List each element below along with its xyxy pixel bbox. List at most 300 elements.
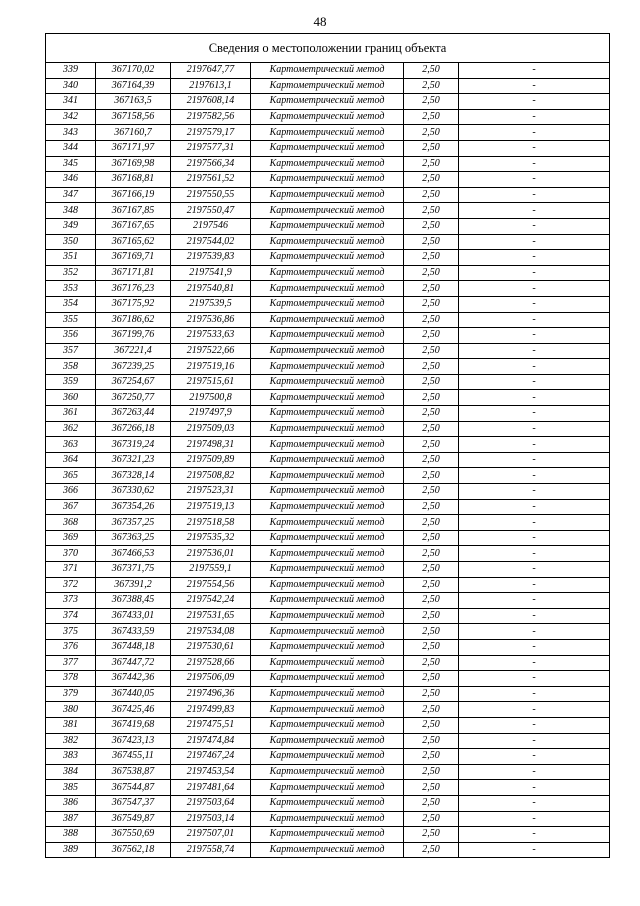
accuracy-cell: 2,50 [404,312,459,328]
accuracy-cell: 2,50 [404,639,459,655]
x-coordinate-cell: 367266,18 [96,421,171,437]
y-coordinate-cell: 2197474,84 [171,733,251,749]
table-row [46,562,610,578]
x-coordinate-cell: 367442,36 [96,671,171,687]
table-row [46,343,610,359]
point-number-cell: 360 [46,390,96,406]
description-cell: - [459,63,610,79]
accuracy-cell: 2,50 [404,296,459,312]
point-number-cell: 383 [46,749,96,765]
table-row [46,203,610,219]
table-row [46,546,610,562]
x-coordinate-cell: 367167,85 [96,203,171,219]
accuracy-cell: 2,50 [404,140,459,156]
table-row [46,312,610,328]
point-number-cell: 365 [46,468,96,484]
description-cell: - [459,374,610,390]
method-cell: Картометрический метод [251,593,404,609]
x-coordinate-cell: 367433,59 [96,624,171,640]
accuracy-cell: 2,50 [404,530,459,546]
method-cell: Картометрический метод [251,125,404,141]
y-coordinate-cell: 2197497,9 [171,406,251,422]
y-coordinate-cell: 2197475,51 [171,717,251,733]
description-cell: - [459,780,610,796]
y-coordinate-cell: 2197523,31 [171,484,251,500]
accuracy-cell: 2,50 [404,234,459,250]
table-row [46,187,610,203]
method-cell: Картометрический метод [251,296,404,312]
point-number-cell: 370 [46,546,96,562]
accuracy-cell: 2,50 [404,686,459,702]
point-number-cell: 348 [46,203,96,219]
description-cell: - [459,499,610,515]
method-cell: Картометрический метод [251,468,404,484]
table-row [46,593,610,609]
x-coordinate-cell: 367357,25 [96,515,171,531]
description-cell: - [459,749,610,765]
x-coordinate-cell: 367328,14 [96,468,171,484]
table-row [46,671,610,687]
x-coordinate-cell: 367423,13 [96,733,171,749]
accuracy-cell: 2,50 [404,187,459,203]
accuracy-cell: 2,50 [404,811,459,827]
description-cell: - [459,390,610,406]
y-coordinate-cell: 2197453,54 [171,764,251,780]
description-cell: - [459,624,610,640]
table-row [46,328,610,344]
point-number-cell: 389 [46,842,96,858]
description-cell: - [459,234,610,250]
x-coordinate-cell: 367440,05 [96,686,171,702]
x-coordinate-cell: 367433,01 [96,608,171,624]
table-row [46,655,610,671]
x-coordinate-cell: 367319,24 [96,437,171,453]
x-coordinate-cell: 367163,5 [96,94,171,110]
method-cell: Картометрический метод [251,109,404,125]
method-cell: Картометрический метод [251,733,404,749]
description-cell: - [459,187,610,203]
point-number-cell: 346 [46,172,96,188]
description-cell: - [459,203,610,219]
x-coordinate-cell: 367171,97 [96,140,171,156]
accuracy-cell: 2,50 [404,250,459,266]
y-coordinate-cell: 2197540,81 [171,281,251,297]
y-coordinate-cell: 2197503,64 [171,795,251,811]
description-cell: - [459,671,610,687]
table-row [46,359,610,375]
method-cell: Картометрический метод [251,780,404,796]
y-coordinate-cell: 2197507,01 [171,827,251,843]
point-number-cell: 359 [46,374,96,390]
table-row [46,795,610,811]
method-cell: Картометрический метод [251,421,404,437]
method-cell: Картометрический метод [251,203,404,219]
point-number-cell: 379 [46,686,96,702]
point-number-cell: 386 [46,795,96,811]
y-coordinate-cell: 2197528,66 [171,655,251,671]
method-cell: Картометрический метод [251,764,404,780]
accuracy-cell: 2,50 [404,265,459,281]
y-coordinate-cell: 2197541,9 [171,265,251,281]
method-cell: Картометрический метод [251,250,404,266]
accuracy-cell: 2,50 [404,172,459,188]
description-cell: - [459,265,610,281]
description-cell: - [459,452,610,468]
method-cell: Картометрический метод [251,374,404,390]
table-row [46,686,610,702]
accuracy-cell: 2,50 [404,515,459,531]
point-number-cell: 388 [46,827,96,843]
accuracy-cell: 2,50 [404,281,459,297]
description-cell: - [459,437,610,453]
y-coordinate-cell: 2197539,83 [171,250,251,266]
accuracy-cell: 2,50 [404,452,459,468]
x-coordinate-cell: 367419,68 [96,717,171,733]
accuracy-cell: 2,50 [404,390,459,406]
description-cell: - [459,639,610,655]
method-cell: Картометрический метод [251,655,404,671]
y-coordinate-cell: 2197481,64 [171,780,251,796]
x-coordinate-cell: 367254,67 [96,374,171,390]
table-row [46,780,610,796]
point-number-cell: 354 [46,296,96,312]
point-number-cell: 356 [46,328,96,344]
y-coordinate-cell: 2197550,47 [171,203,251,219]
table-row [46,437,610,453]
table-row [46,125,610,141]
method-cell: Картометрический метод [251,671,404,687]
accuracy-cell: 2,50 [404,94,459,110]
method-cell: Картометрический метод [251,717,404,733]
point-number-cell: 369 [46,530,96,546]
description-cell: - [459,717,610,733]
y-coordinate-cell: 2197467,24 [171,749,251,765]
y-coordinate-cell: 2197536,01 [171,546,251,562]
y-coordinate-cell: 2197519,13 [171,499,251,515]
x-coordinate-cell: 367455,11 [96,749,171,765]
table-row [46,515,610,531]
description-cell: - [459,109,610,125]
point-number-cell: 366 [46,484,96,500]
point-number-cell: 372 [46,577,96,593]
table-title: Сведения о местоположении границ объекта [46,34,610,63]
point-number-cell: 381 [46,717,96,733]
point-number-cell: 367 [46,499,96,515]
point-number-cell: 355 [46,312,96,328]
x-coordinate-cell: 367544,87 [96,780,171,796]
x-coordinate-cell: 367160,7 [96,125,171,141]
method-cell: Картометрический метод [251,140,404,156]
x-coordinate-cell: 367549,87 [96,811,171,827]
y-coordinate-cell: 2197579,17 [171,125,251,141]
y-coordinate-cell: 2197613,1 [171,78,251,94]
y-coordinate-cell: 2197530,61 [171,639,251,655]
description-cell: - [459,515,610,531]
method-cell: Картометрический метод [251,312,404,328]
x-coordinate-cell: 367158,56 [96,109,171,125]
method-cell: Картометрический метод [251,265,404,281]
table-row [46,749,610,765]
description-cell: - [459,593,610,609]
y-coordinate-cell: 2197544,02 [171,234,251,250]
accuracy-cell: 2,50 [404,702,459,718]
method-cell: Картометрический метод [251,234,404,250]
accuracy-cell: 2,50 [404,343,459,359]
x-coordinate-cell: 367199,76 [96,328,171,344]
description-cell: - [459,281,610,297]
x-coordinate-cell: 367167,65 [96,218,171,234]
x-coordinate-cell: 367164,39 [96,78,171,94]
table-row [46,842,610,858]
x-coordinate-cell: 367547,37 [96,795,171,811]
x-coordinate-cell: 367170,02 [96,63,171,79]
table-row [46,811,610,827]
point-number-cell: 352 [46,265,96,281]
description-cell: - [459,156,610,172]
accuracy-cell: 2,50 [404,359,459,375]
method-cell: Картометрический метод [251,437,404,453]
description-cell: - [459,140,610,156]
x-coordinate-cell: 367165,62 [96,234,171,250]
table-row [46,577,610,593]
description-cell: - [459,655,610,671]
table-row [46,390,610,406]
accuracy-cell: 2,50 [404,406,459,422]
accuracy-cell: 2,50 [404,203,459,219]
point-number-cell: 351 [46,250,96,266]
accuracy-cell: 2,50 [404,842,459,858]
description-cell: - [459,842,610,858]
description-cell: - [459,421,610,437]
accuracy-cell: 2,50 [404,827,459,843]
table-row [46,733,610,749]
accuracy-cell: 2,50 [404,125,459,141]
point-number-cell: 339 [46,63,96,79]
y-coordinate-cell: 2197503,14 [171,811,251,827]
description-cell: - [459,577,610,593]
description-cell: - [459,328,610,344]
point-number-cell: 341 [46,94,96,110]
x-coordinate-cell: 367388,45 [96,593,171,609]
description-cell: - [459,406,610,422]
point-number-cell: 363 [46,437,96,453]
accuracy-cell: 2,50 [404,749,459,765]
description-cell: - [459,296,610,312]
table-header-row [46,34,610,63]
y-coordinate-cell: 2197533,63 [171,328,251,344]
table-row [46,109,610,125]
method-cell: Картометрический метод [251,328,404,344]
accuracy-cell: 2,50 [404,468,459,484]
accuracy-cell: 2,50 [404,421,459,437]
description-cell: - [459,827,610,843]
x-coordinate-cell: 367425,46 [96,702,171,718]
table-row [46,624,610,640]
table-row [46,499,610,515]
method-cell: Картометрический метод [251,484,404,500]
x-coordinate-cell: 367263,44 [96,406,171,422]
y-coordinate-cell: 2197519,16 [171,359,251,375]
table-row [46,218,610,234]
x-coordinate-cell: 367175,92 [96,296,171,312]
method-cell: Картометрический метод [251,639,404,655]
y-coordinate-cell: 2197539,5 [171,296,251,312]
y-coordinate-cell: 2197498,31 [171,437,251,453]
description-cell: - [459,811,610,827]
y-coordinate-cell: 2197550,55 [171,187,251,203]
method-cell: Картометрический метод [251,827,404,843]
table-row [46,63,610,79]
x-coordinate-cell: 367168,81 [96,172,171,188]
table-row [46,406,610,422]
method-cell: Картометрический метод [251,577,404,593]
x-coordinate-cell: 367239,25 [96,359,171,375]
table-row [46,265,610,281]
accuracy-cell: 2,50 [404,562,459,578]
method-cell: Картометрический метод [251,546,404,562]
description-cell: - [459,562,610,578]
description-cell: - [459,733,610,749]
point-number-cell: 344 [46,140,96,156]
method-cell: Картометрический метод [251,63,404,79]
point-number-cell: 377 [46,655,96,671]
accuracy-cell: 2,50 [404,795,459,811]
y-coordinate-cell: 2197518,58 [171,515,251,531]
x-coordinate-cell: 367448,18 [96,639,171,655]
accuracy-cell: 2,50 [404,437,459,453]
point-number-cell: 378 [46,671,96,687]
table-row [46,608,610,624]
point-number-cell: 373 [46,593,96,609]
accuracy-cell: 2,50 [404,577,459,593]
y-coordinate-cell: 2197647,77 [171,63,251,79]
description-cell: - [459,468,610,484]
point-number-cell: 364 [46,452,96,468]
table-row [46,717,610,733]
description-cell: - [459,484,610,500]
description-cell: - [459,78,610,94]
method-cell: Картометрический метод [251,530,404,546]
description-cell: - [459,764,610,780]
method-cell: Картометрический метод [251,515,404,531]
method-cell: Картометрический метод [251,702,404,718]
description-cell: - [459,530,610,546]
accuracy-cell: 2,50 [404,499,459,515]
page-number: 48 [313,14,327,29]
description-cell: - [459,686,610,702]
y-coordinate-cell: 2197508,82 [171,468,251,484]
x-coordinate-cell: 367466,53 [96,546,171,562]
y-coordinate-cell: 2197558,74 [171,842,251,858]
accuracy-cell: 2,50 [404,717,459,733]
x-coordinate-cell: 367169,98 [96,156,171,172]
point-number-cell: 350 [46,234,96,250]
accuracy-cell: 2,50 [404,780,459,796]
point-number-cell: 353 [46,281,96,297]
method-cell: Картометрический метод [251,172,404,188]
point-number-cell: 375 [46,624,96,640]
point-number-cell: 371 [46,562,96,578]
y-coordinate-cell: 2197546 [171,218,251,234]
accuracy-cell: 2,50 [404,764,459,780]
method-cell: Картометрический метод [251,499,404,515]
method-cell: Картометрический метод [251,811,404,827]
accuracy-cell: 2,50 [404,484,459,500]
description-cell: - [459,218,610,234]
y-coordinate-cell: 2197499,83 [171,702,251,718]
method-cell: Картометрический метод [251,608,404,624]
y-coordinate-cell: 2197522,66 [171,343,251,359]
description-cell: - [459,343,610,359]
point-number-cell: 376 [46,639,96,655]
table-row [46,452,610,468]
method-cell: Картометрический метод [251,686,404,702]
description-cell: - [459,608,610,624]
table-row [46,639,610,655]
point-number-cell: 361 [46,406,96,422]
point-number-cell: 380 [46,702,96,718]
accuracy-cell: 2,50 [404,374,459,390]
method-cell: Картометрический метод [251,78,404,94]
table-row [46,484,610,500]
method-cell: Картометрический метод [251,218,404,234]
table-row [46,764,610,780]
y-coordinate-cell: 2197608,14 [171,94,251,110]
y-coordinate-cell: 2197554,56 [171,577,251,593]
accuracy-cell: 2,50 [404,109,459,125]
x-coordinate-cell: 367562,18 [96,842,171,858]
description-cell: - [459,546,610,562]
table-row [46,827,610,843]
point-number-cell: 343 [46,125,96,141]
point-number-cell: 384 [46,764,96,780]
accuracy-cell: 2,50 [404,328,459,344]
x-coordinate-cell: 367538,87 [96,764,171,780]
y-coordinate-cell: 2197534,08 [171,624,251,640]
x-coordinate-cell: 367171,81 [96,265,171,281]
method-cell: Картометрический метод [251,749,404,765]
accuracy-cell: 2,50 [404,671,459,687]
table-row [46,421,610,437]
y-coordinate-cell: 2197531,65 [171,608,251,624]
description-cell: - [459,94,610,110]
x-coordinate-cell: 367363,25 [96,530,171,546]
table-row [46,281,610,297]
accuracy-cell: 2,50 [404,733,459,749]
accuracy-cell: 2,50 [404,78,459,94]
table-row [46,250,610,266]
y-coordinate-cell: 2197542,24 [171,593,251,609]
description-cell: - [459,702,610,718]
y-coordinate-cell: 2197559,1 [171,562,251,578]
description-cell: - [459,125,610,141]
x-coordinate-cell: 367371,75 [96,562,171,578]
y-coordinate-cell: 2197535,32 [171,530,251,546]
table-row [46,468,610,484]
y-coordinate-cell: 2197496,36 [171,686,251,702]
table-row [46,156,610,172]
point-number-cell: 357 [46,343,96,359]
y-coordinate-cell: 2197515,61 [171,374,251,390]
method-cell: Картометрический метод [251,390,404,406]
x-coordinate-cell: 367186,62 [96,312,171,328]
table-row [46,140,610,156]
description-cell: - [459,312,610,328]
description-cell: - [459,172,610,188]
y-coordinate-cell: 2197577,31 [171,140,251,156]
accuracy-cell: 2,50 [404,655,459,671]
point-number-cell: 368 [46,515,96,531]
